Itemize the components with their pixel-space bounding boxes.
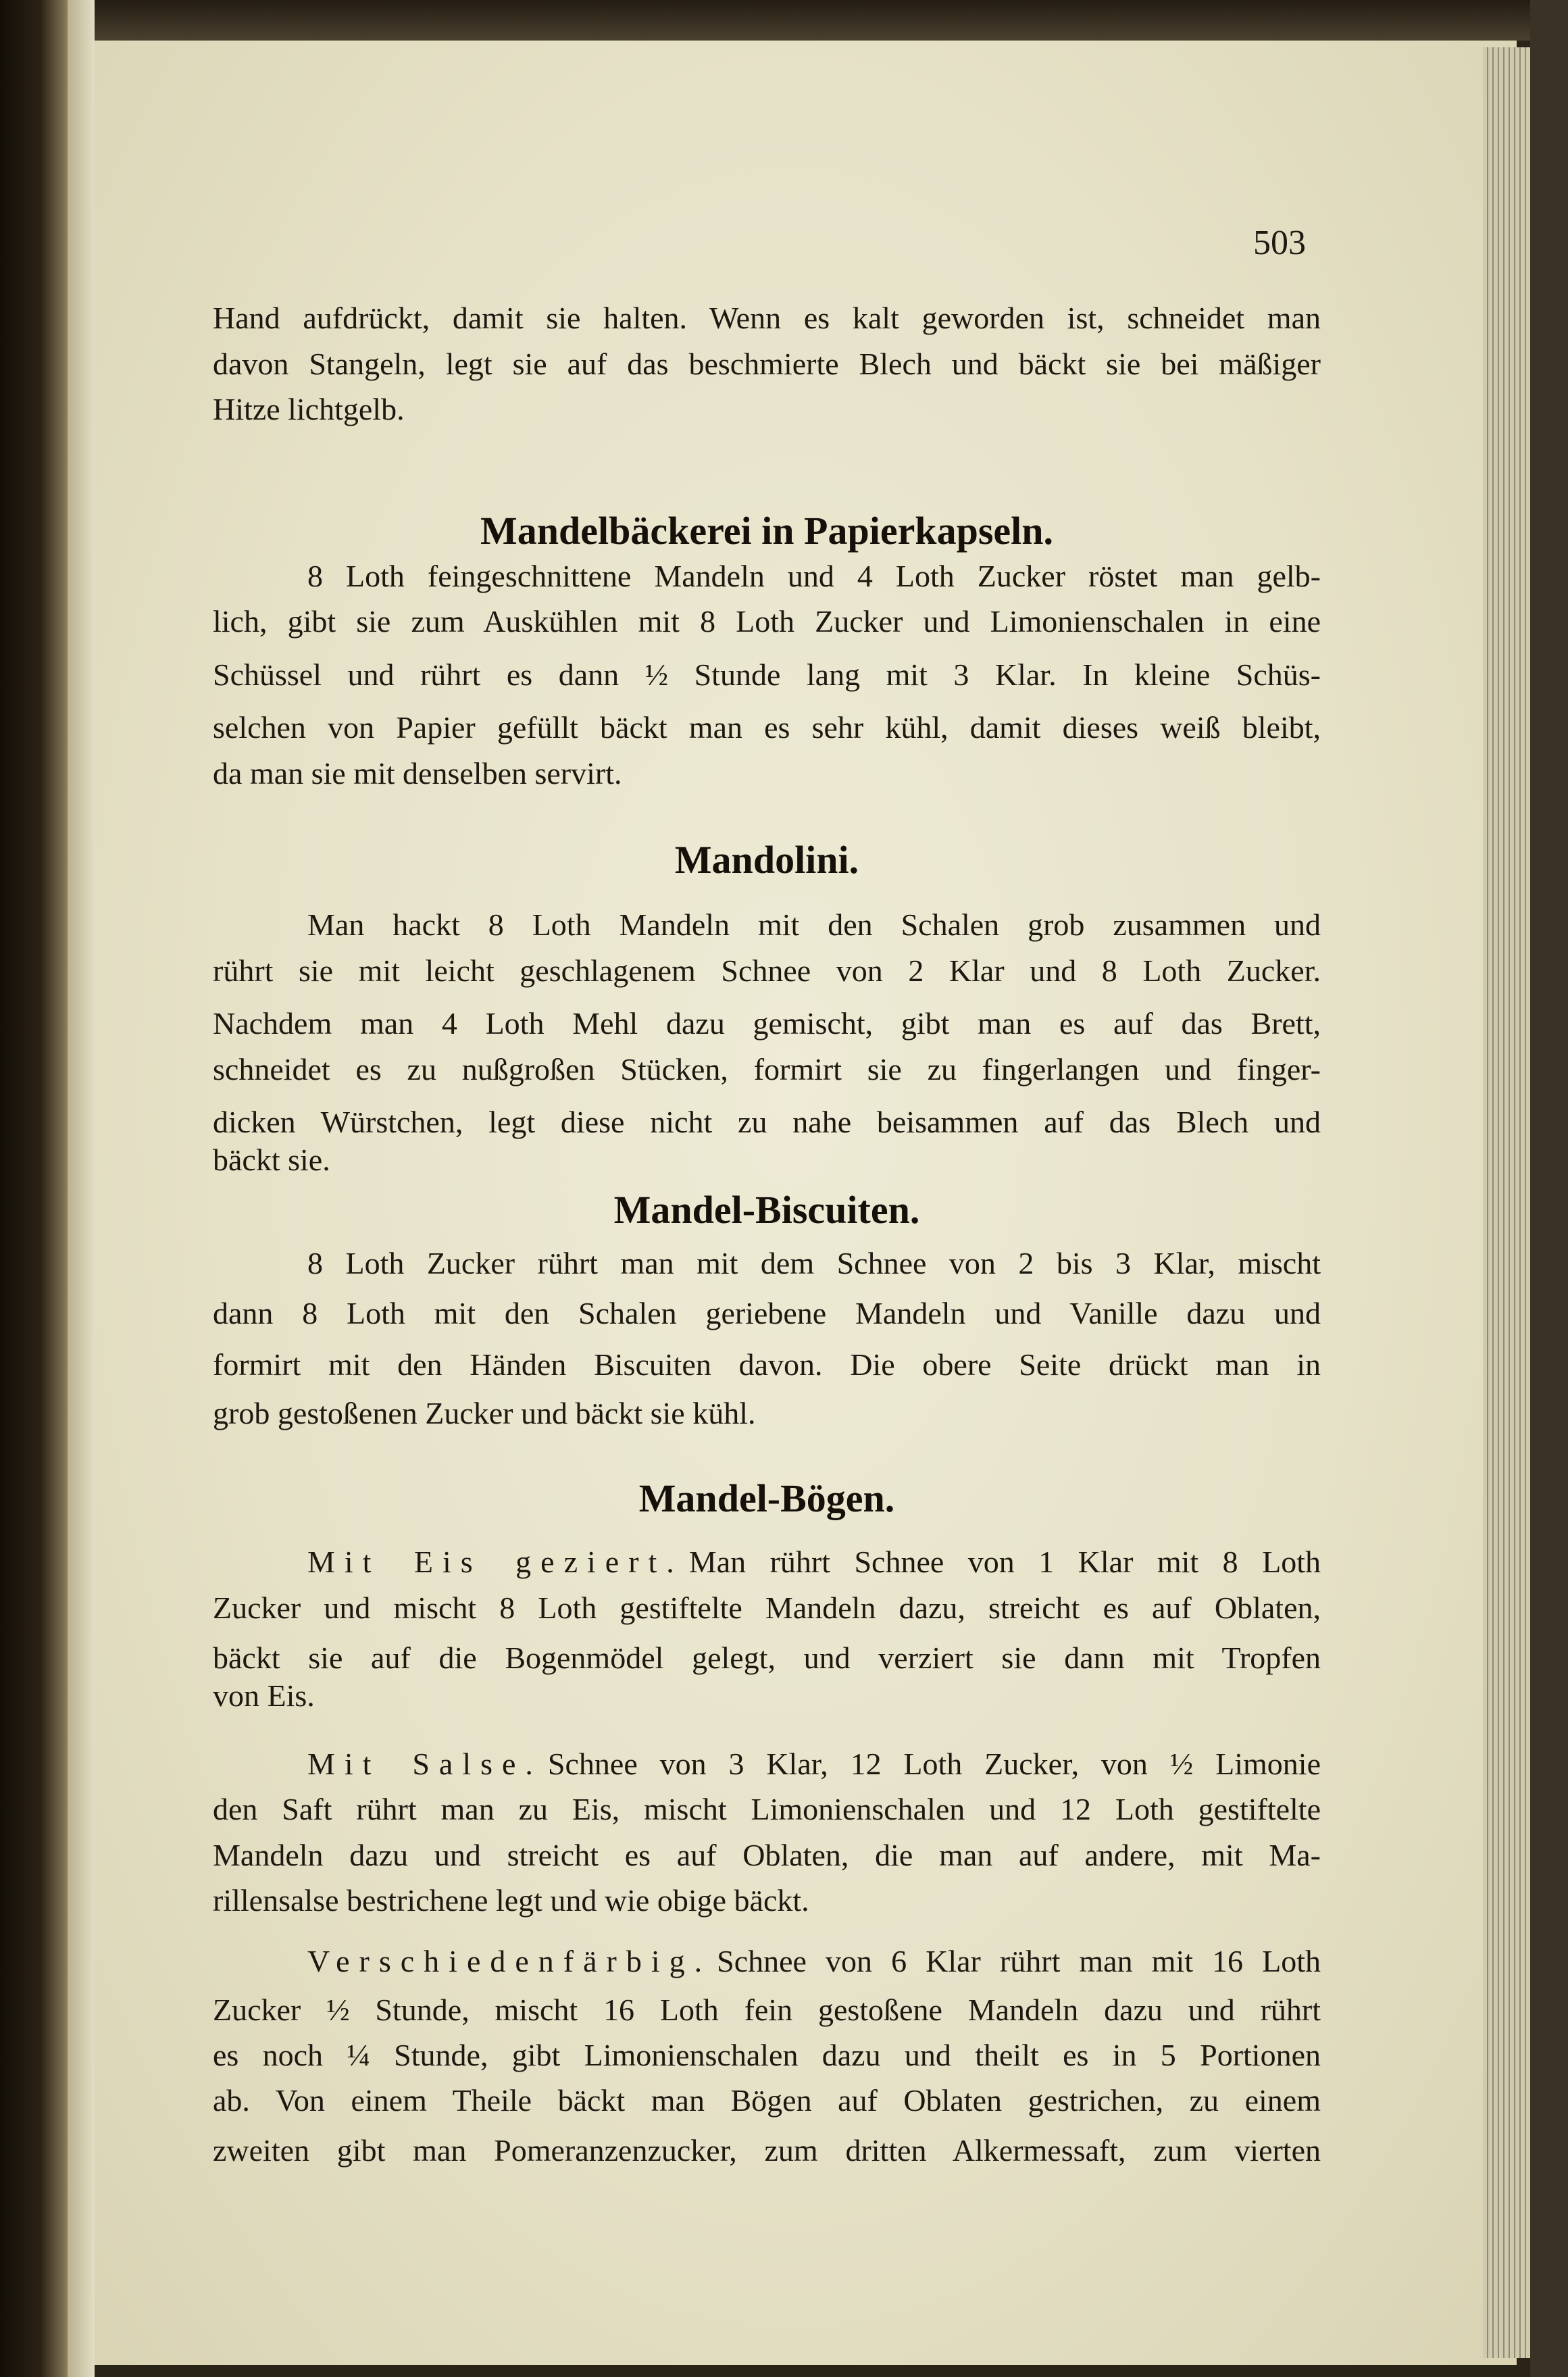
text-line: dicken Würstchen, legt diese nicht zu nahe beisammen auf das Blech und (213, 1105, 1321, 1139)
text-line: bäckt sie auf die Bogenmödel gelegt, und verziert sie dann mit Tropfen (213, 1641, 1321, 1675)
page-number: 503 (1253, 224, 1306, 262)
text-line: da man sie mit denselben servirt. (213, 756, 622, 791)
section-heading: Mandolini. (674, 838, 859, 882)
subsection-lead: Mit Eis geziert. (307, 1545, 684, 1579)
text-line: den Saft rührt man zu Eis, mischt Limonienschalen und 12 Loth gestiftelte (213, 1792, 1321, 1826)
text-line: formirt mit den Händen Biscuiten davon. Die obere Seite drückt man in (213, 1347, 1321, 1382)
subsection-lead: Mit Salse. (307, 1747, 542, 1781)
text-line: es noch ¼ Stunde, gibt Limonienschalen dazu und theilt es in 5 Portionen (213, 2038, 1321, 2072)
text-line-content: Schnee von 3 Klar, 12 Loth Zucker, von ½ Limonie (547, 1747, 1321, 1781)
text-line: ab. Von einem Theile bäckt man Bögen auf Oblaten gestrichen, zu einem (213, 2083, 1321, 2118)
page-stack-edge (1483, 47, 1530, 2358)
text-line: Nachdem man 4 Loth Mehl dazu gemischt, gibt man es auf das Brett, (213, 1006, 1321, 1041)
text-line: davon Stangeln, legt sie auf das beschmierte Blech und bäckt sie bei mäßiger (213, 347, 1321, 381)
text-line-content: Schnee von 6 Klar rührt man mit 16 Loth (717, 1944, 1321, 1978)
text-line: selchen von Papier gefüllt bäckt man es sehr kühl, damit dieses weiß bleibt, (213, 710, 1321, 745)
text-line: dann 8 Loth mit den Schalen geriebene Mandeln und Vanille dazu und (213, 1296, 1321, 1330)
text-line (213, 1938, 1321, 1984)
section-heading: Mandel-Biscuiten. (613, 1188, 920, 1232)
text-line: 8 Loth Zucker rührt man mit dem Schnee von 2 bis 3 Klar, mischt (307, 1246, 1321, 1280)
text-line: von Eis. (213, 1678, 315, 1713)
text-line: bäckt sie. (213, 1143, 330, 1177)
subsection-lead: Verschiedenfärbig. (307, 1944, 712, 1978)
text-line: Zucker ½ Stunde, mischt 16 Loth fein gestoßene Mandeln dazu und rührt (213, 1993, 1321, 2027)
text-line: Zucker und mischt 8 Loth gestiftelte Mandeln dazu, streicht es auf Oblaten, (213, 1591, 1321, 1625)
text-line: Schüssel und rührt es dann ½ Stunde lang mit 3 Klar. In kleine Schüs- (213, 657, 1321, 692)
text-line: Mandeln dazu und streicht es auf Oblaten, die man auf andere, mit Ma- (213, 1838, 1321, 1872)
text-line: Hand aufdrückt, damit sie halten. Wenn es kalt geworden ist, schneidet man (213, 301, 1321, 335)
text-line: Hitze lichtgelb. (213, 392, 405, 426)
text-line-content: Man rührt Schnee von 1 Klar mit 8 Loth (688, 1545, 1321, 1579)
text-line: rillensalse bestrichene legt und wie obige bäckt. (213, 1883, 809, 1918)
text-line: schneidet es zu nußgroßen Stücken, formirt sie zu fingerlangen und finger- (213, 1052, 1321, 1086)
text-line (213, 1741, 1321, 1787)
page-gutter (68, 0, 95, 2377)
book-binding-edge (0, 0, 68, 2377)
text-line: rührt sie mit leicht geschlagenem Schnee von 2 Klar und 8 Loth Zucker. (213, 953, 1321, 988)
scan-right-edge (1530, 0, 1568, 2377)
text-line: Man hackt 8 Loth Mandeln mit den Schalen grob zusammen und (307, 907, 1321, 942)
section-heading: Mandel-Bögen. (638, 1476, 895, 1520)
text-line: lich, gibt sie zum Auskühlen mit 8 Loth Zucker und Limonienschalen in eine (213, 604, 1321, 639)
section-heading: Mandelbäckerei in Papierkapseln. (480, 509, 1054, 553)
scan-top-edge (0, 0, 1568, 41)
text-line: 8 Loth feingeschnittene Mandeln und 4 Loth Zucker röstet man gelb- (307, 559, 1321, 593)
text-line (213, 1539, 1321, 1585)
text-line: grob gestoßenen Zucker und bäckt sie kühl. (213, 1396, 756, 1430)
text-line: zweiten gibt man Pomeranzenzucker, zum dritten Alkermessaft, zum vierten (213, 2133, 1321, 2168)
